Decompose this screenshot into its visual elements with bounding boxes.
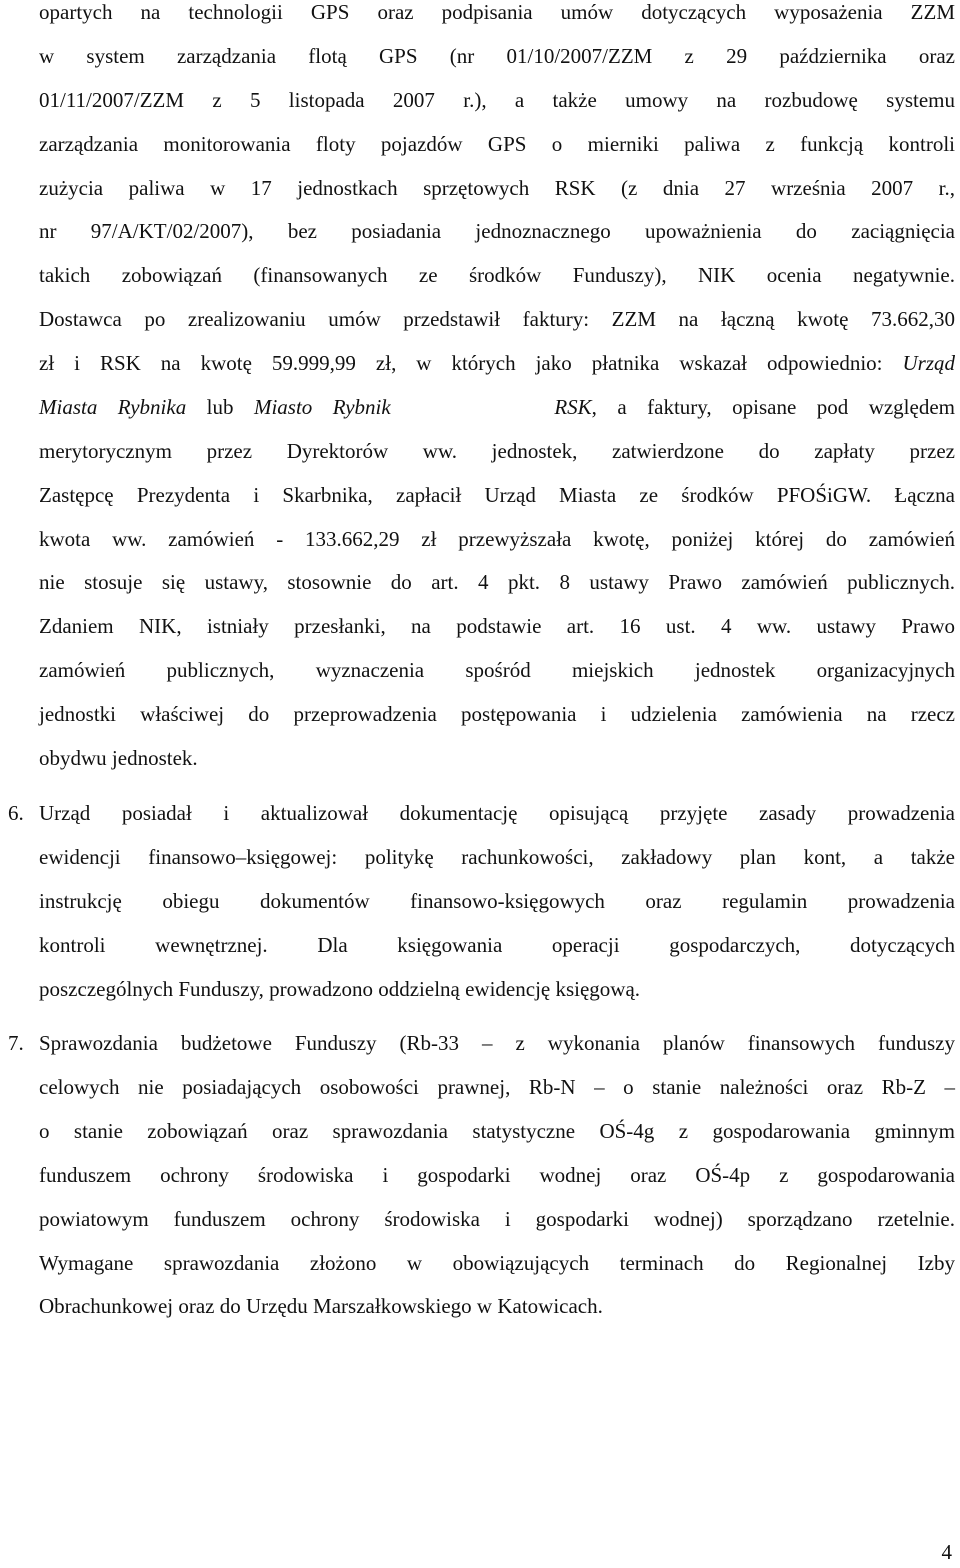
paragraph-line: nie stosuje się ustawy, stosownie do art. 4 pkt. 8 ustawy Prawo zamówień publicznych. bbox=[39, 570, 955, 594]
italic-term: RSK bbox=[554, 395, 592, 419]
list-number-7: 7. bbox=[8, 1031, 24, 1055]
paragraph-line: takich zobowiązań (finansowanych ze środków Funduszy), NIK ocenia negatywnie. bbox=[39, 263, 955, 287]
paragraph-line: zużycia paliwa w 17 jednostkach sprzętowych RSK (z dnia 27 września 2007 r., bbox=[39, 176, 955, 200]
item-7-line: o stanie zobowiązań oraz sprawozdania statystyczne OŚ-4g z gospodarowania gminnym bbox=[39, 1119, 955, 1143]
paragraph-line: kwota ww. zamówień - 133.662,29 zł przewyższała kwotę, poniżej której do zamówień bbox=[39, 527, 955, 551]
paragraph-line: jednostki właściwej do przeprowadzenia postępowania i udzielenia zamówienia na rzecz bbox=[39, 702, 955, 726]
paragraph-line: zamówień publicznych, wyznaczenia spośród miejskich jednostek organizacyjnych bbox=[39, 658, 955, 682]
item-7-line: celowych nie posiadających osobowości prawnej, Rb-N – o stanie należności oraz Rb-Z – bbox=[39, 1075, 955, 1099]
paragraph-line: opartych na technologii GPS oraz podpisania umów dotyczących wyposażenia ZZM bbox=[39, 0, 955, 24]
paragraph-line: Zdaniem NIK, istniały przesłanki, na podstawie art. 16 ust. 4 ww. ustawy Prawo bbox=[39, 614, 955, 638]
spacer bbox=[391, 395, 555, 419]
list-number-6: 6. bbox=[8, 801, 24, 825]
item-6-line: kontroli wewnętrznej. Dla księgowania operacji gospodarczych, dotyczących bbox=[39, 933, 955, 957]
item-6-line: poszczególnych Funduszy, prowadzono oddzielną ewidencję księgową. bbox=[39, 977, 641, 1001]
item-7-line: funduszem ochrony środowiska i gospodarki wodnej oraz OŚ-4p z gospodarowania bbox=[39, 1163, 955, 1187]
item-6-line: instrukcję obiegu dokumentów finansowo-księgowych oraz regulamin prowadzenia bbox=[39, 889, 955, 913]
paragraph-line: 01/11/2007/ZZM z 5 listopada 2007 r.), a także umowy na rozbudowę systemu bbox=[39, 88, 955, 112]
paragraph-line: Zastępcę Prezydenta i Skarbnika, zapłacił Urząd Miasta ze środków PFOŚiGW. Łączna bbox=[39, 483, 955, 507]
paragraph-line: nr 97/A/KT/02/2007), bez posiadania jednoznacznego upoważnienia do zaciągnięcia bbox=[39, 219, 955, 243]
plain-text-segment: zł i RSK na kwotę 59.999,99 zł, w których jako płatnika wskazał odpowiednio: bbox=[39, 351, 903, 375]
paragraph-line-with-italic bbox=[39, 391, 955, 423]
plain-text-segment: lub bbox=[186, 395, 254, 419]
item-6-line: Urząd posiadał i aktualizował dokumentację opisującą przyjęte zasady prowadzenia bbox=[39, 801, 955, 825]
italic-term: Miasto Rybnik bbox=[253, 395, 391, 419]
item-7-line: Wymagane sprawozdania złożono w obowiązujących terminach do Regionalnej Izby bbox=[39, 1251, 955, 1275]
paragraph-line: obydwu jednostek. bbox=[39, 746, 198, 770]
paragraph-line: w system zarządzania flotą GPS (nr 01/10/2007/ZZM z 29 października oraz bbox=[39, 44, 955, 68]
italic-term: Miasta Rybnika bbox=[39, 395, 187, 419]
item-7-line: powiatowym funduszem ochrony środowiska i gospodarki wodnej) sporządzano rzetelnie. bbox=[39, 1207, 955, 1231]
page-number: 4 bbox=[941, 1540, 952, 1564]
paragraph-line: merytorycznym przez Dyrektorów ww. jednostek, zatwierdzone do zapłaty przez bbox=[39, 439, 955, 463]
paragraph-line: zarządzania monitorowania floty pojazdów GPS o mierniki paliwa z funkcją kontroli bbox=[39, 132, 955, 156]
item-7-line: Obrachunkowej oraz do Urzędu Marszałkowskiego w Katowicach. bbox=[39, 1294, 603, 1318]
paragraph-line-with-italic bbox=[39, 347, 955, 379]
italic-term: Urząd bbox=[902, 351, 955, 375]
item-6-line: ewidencji finansowo–księgowej: politykę rachunkowości, zakładowy plan kont, a także bbox=[39, 845, 955, 869]
item-7-line: Sprawozdania budżetowe Funduszy (Rb-33 – z wykonania planów finansowych funduszy bbox=[39, 1031, 955, 1055]
plain-text-segment: , a faktury, opisane pod względem bbox=[591, 395, 955, 419]
paragraph-line: Dostawca po zrealizowaniu umów przedstawił faktury: ZZM na łączną kwotę 73.662,30 bbox=[39, 307, 955, 331]
